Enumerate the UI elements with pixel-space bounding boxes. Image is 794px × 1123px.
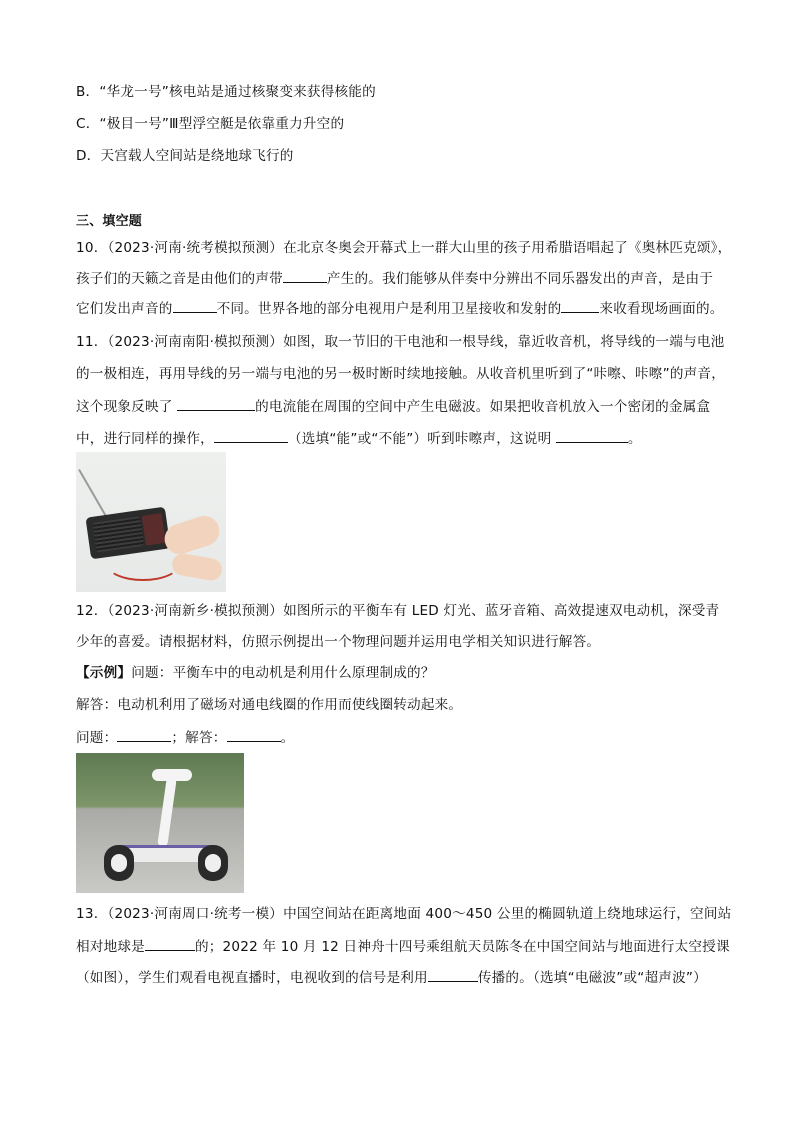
q10-line-2 xyxy=(76,268,726,289)
q13-blank-1[interactable] xyxy=(145,936,195,951)
q11-line-2: 的一极相连，再用导线的另一端与电池的另一极时断时续地接触。从收音机里听到了“咔嚓、咔嚓”的声音， xyxy=(76,366,725,382)
wheel-hub xyxy=(205,854,221,872)
q12-text: 问题：平衡车中的电动机是利用什么原理制成的？ xyxy=(131,665,435,681)
q12-example-answer: 解答：电动机利用了磁场对通电线圈的作用而使线圈转动起来。 xyxy=(76,697,463,713)
hand-icon xyxy=(161,512,224,558)
q13-text: 传播的。（选填“电磁波”或“超声波”） xyxy=(477,970,707,986)
q11-line-1: 11．（2023·河南南阳·模拟预测）如图，取一节旧的干电池和一根导线，靠近收音机，将导线的一端与电池 xyxy=(76,334,725,350)
option-b: B．“华龙一号”核电站是通过核聚变来获得核能的 xyxy=(76,84,376,100)
q12-text: 问题： xyxy=(76,730,118,746)
q13-text: （如图），学生们观看电视直播时，电视收到的信号是利用 xyxy=(76,970,428,986)
q10-line-1: 10．（2023·河南·统考模拟预测）在北京冬奥会开幕式上一群大山里的孩子用希腊语唱起了《奥林匹克颂》， xyxy=(76,240,732,256)
q13-line-3 xyxy=(76,967,726,988)
q11-line-4 xyxy=(76,428,726,449)
q13-text: 相对地球是 xyxy=(76,939,145,955)
q11-text: 。 xyxy=(627,431,642,447)
option-d: D．天宫载人空间站是绕地球飞行的 xyxy=(76,148,294,164)
wheel-icon xyxy=(104,845,134,881)
q10-blank-2[interactable] xyxy=(173,298,217,313)
q12-example-tag: 【示例】 xyxy=(76,665,132,681)
q13-text: 的；2022 年 10 月 12 日神舟十四号乘组航天员陈冬在中国空间站与地面进行太空授课 xyxy=(194,939,730,955)
q10-text: 它们发出声音的 xyxy=(76,301,173,317)
q11-blank-2[interactable] xyxy=(214,428,288,443)
q11-blank-3[interactable] xyxy=(556,428,628,443)
q12-text: ；解答： xyxy=(171,730,227,746)
q11-text: 中，进行同样的操作， xyxy=(76,431,214,447)
scooter-stem-icon xyxy=(157,777,177,848)
radio-dial-panel xyxy=(142,513,166,545)
antenna-icon xyxy=(78,469,108,518)
q10-text: 产生的。我们能够从伴奏中分辨出不同乐器发出的声音，是由于 xyxy=(326,271,714,287)
q10-blank-1[interactable] xyxy=(283,268,327,283)
q11-text: 这个现象反映了 xyxy=(76,399,178,415)
q12-line-1: 12．（2023·河南新乡·模拟预测）如图所示的平衡车有 LED 灯光、蓝牙音箱、高效提速双电动机，深受青 xyxy=(76,603,720,619)
q12-blank-question[interactable] xyxy=(117,727,171,742)
section-heading: 三、填空题 xyxy=(76,214,143,229)
q11-text: （选填“能”或“不能”）听到咔嚓声，这说明 xyxy=(287,431,556,447)
q10-blank-3[interactable] xyxy=(561,298,599,313)
balance-scooter-photo xyxy=(76,753,244,893)
wheel-hub xyxy=(111,854,127,872)
q13-line-1: 13．（2023·河南周口·统考一模）中国空间站在距离地面 400～450 公里的椭圆轨道上绕地球运行，空间站 xyxy=(76,906,732,922)
q12-line-2: 少年的喜爱。请根据材料，仿照示例提出一个物理问题并运用电学相关知识进行解答。 xyxy=(76,634,601,650)
wire-icon xyxy=(106,547,180,581)
q10-text: 来收看现场画面的。 xyxy=(599,301,724,317)
option-c: C．“极目一号”Ⅲ型浮空艇是依靠重力升空的 xyxy=(76,116,345,132)
q13-line-2 xyxy=(76,936,730,957)
q11-line-3 xyxy=(76,396,726,417)
q10-line-3 xyxy=(76,298,726,319)
q11-text: 的电流能在周围的空间中产生电磁波。如果把收音机放入一个密闭的金属盒 xyxy=(255,399,711,415)
q12-blank-answer[interactable] xyxy=(227,727,281,742)
radio-battery-photo xyxy=(76,452,226,592)
q12-answer-line xyxy=(76,727,726,748)
q12-example-question xyxy=(76,663,726,683)
q10-text: 不同。世界各地的部分电视用户是利用卫星接收和发射的 xyxy=(216,301,562,317)
hand-icon xyxy=(170,552,223,582)
q10-text: 孩子们的天籁之音是由他们的声带 xyxy=(76,271,283,287)
q12-text: 。 xyxy=(280,730,295,746)
q13-blank-2[interactable] xyxy=(428,967,478,982)
wheel-icon xyxy=(198,845,228,881)
q11-blank-1[interactable] xyxy=(177,396,255,411)
